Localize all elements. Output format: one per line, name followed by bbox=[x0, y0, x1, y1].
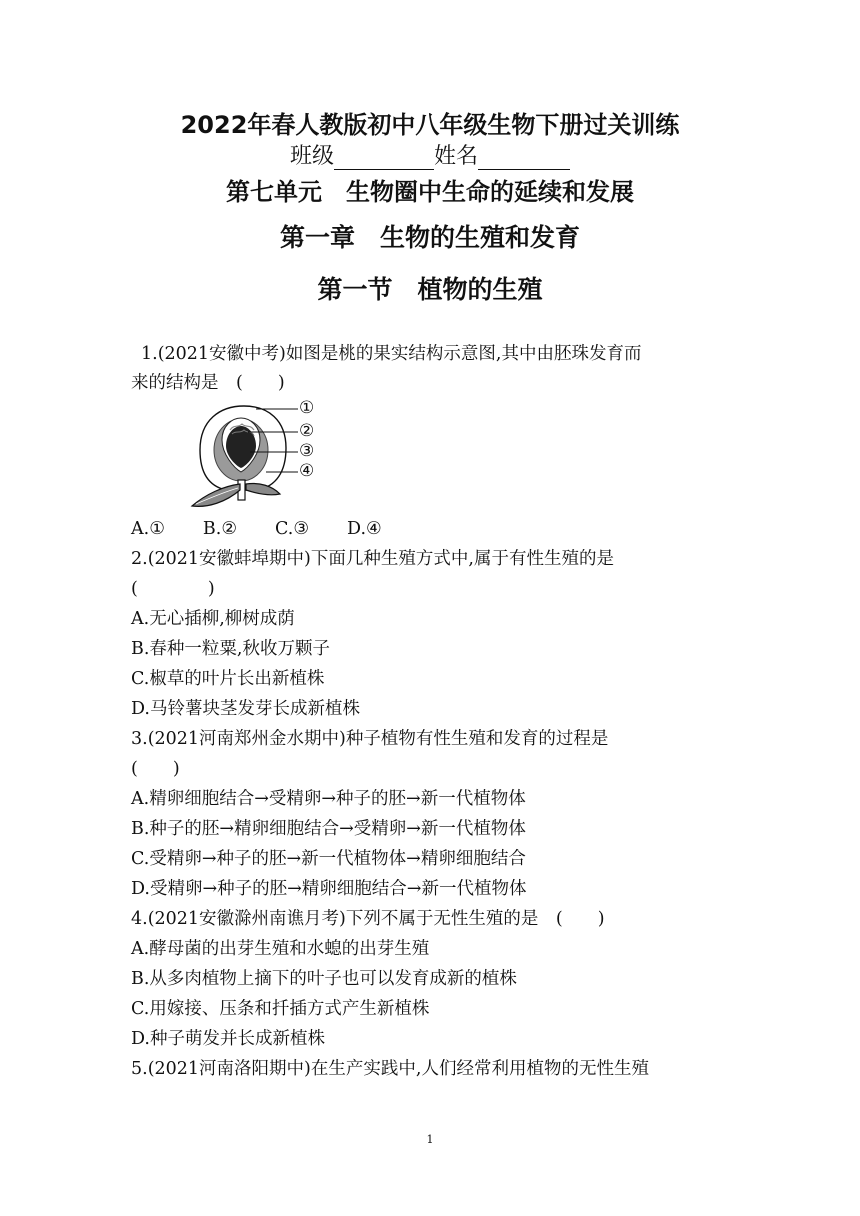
page-number: 1 bbox=[426, 1133, 434, 1146]
label-2: ② bbox=[299, 421, 315, 441]
option-d: D.④ bbox=[347, 519, 382, 539]
question-2-line-2: ( ) bbox=[131, 579, 215, 599]
label-1: ① bbox=[299, 398, 315, 418]
class-label: 班级 bbox=[289, 144, 334, 169]
question-3-line-2: ( ) bbox=[131, 759, 180, 779]
student-info-line bbox=[0, 139, 860, 170]
option-c: C.③ bbox=[275, 519, 310, 539]
question-4-option-a: A.酵母菌的出芽生殖和水螅的出芽生殖 bbox=[131, 939, 430, 959]
question-1-options bbox=[131, 516, 420, 542]
leaf-right bbox=[246, 483, 280, 494]
section-heading: 第一节 植物的生殖 bbox=[317, 275, 543, 304]
option-b: B.② bbox=[202, 519, 238, 539]
question-2-line-1: 2.(2021安徽蚌埠期中)下面几种生殖方式中,属于有性生殖的是 bbox=[131, 549, 614, 569]
question-3-option-b: B.种子的胚→精卵细胞结合→受精卵→新一代植物体 bbox=[131, 819, 526, 839]
name-blank[interactable] bbox=[478, 147, 570, 170]
question-3-option-d: D.受精卵→种子的胚→精卵细胞结合→新一代植物体 bbox=[131, 879, 527, 899]
peach-fruit-diagram bbox=[186, 398, 326, 512]
question-2-option-b: B.春种一粒粟,秋收万颗子 bbox=[131, 639, 330, 659]
question-3-option-a: A.精卵细胞结合→受精卵→种子的胚→新一代植物体 bbox=[131, 789, 526, 809]
option-a: A.① bbox=[131, 519, 165, 539]
question-4-option-b: B.从多肉植物上摘下的叶子也可以发育成新的植株 bbox=[131, 969, 517, 989]
question-4-option-d: D.种子萌发并长成新植株 bbox=[131, 1029, 325, 1049]
question-3-option-c: C.受精卵→种子的胚→新一代植物体→精卵细胞结合 bbox=[131, 849, 526, 869]
document-title: 2022年春人教版初中八年级生物下册过关训练 bbox=[180, 111, 680, 139]
label-4: ④ bbox=[299, 461, 315, 481]
question-2-option-d: D.马铃薯块茎发芽长成新植株 bbox=[131, 699, 360, 719]
question-5-line-1: 5.(2021河南洛阳期中)在生产实践中,人们经常利用植物的无性生殖 bbox=[131, 1059, 649, 1079]
question-1-line-2: 来的结构是 ( ) bbox=[131, 373, 285, 393]
name-label: 姓名 bbox=[434, 144, 479, 169]
label-3: ③ bbox=[299, 441, 315, 461]
question-2-option-a: A.无心插柳,柳树成荫 bbox=[131, 609, 295, 629]
question-3-line-1: 3.(2021河南郑州金水期中)种子植物有性生殖和发育的过程是 bbox=[131, 729, 609, 749]
question-1-line-1: 1.(2021安徽中考)如图是桃的果实结构示意图,其中由胚珠发育而 bbox=[141, 344, 642, 364]
class-blank[interactable] bbox=[334, 147, 434, 170]
chapter-heading: 第一章 生物的生殖和发育 bbox=[279, 223, 580, 252]
unit-heading: 第七单元 生物圈中生命的延续和发展 bbox=[226, 178, 634, 206]
question-4-line-1: 4.(2021安徽滁州南谯月考)下列不属于无性生殖的是 ( ) bbox=[131, 909, 605, 929]
question-4-option-c: C.用嫁接、压条和扦插方式产生新植株 bbox=[131, 999, 430, 1019]
question-2-option-c: C.椒草的叶片长出新植株 bbox=[131, 669, 325, 689]
